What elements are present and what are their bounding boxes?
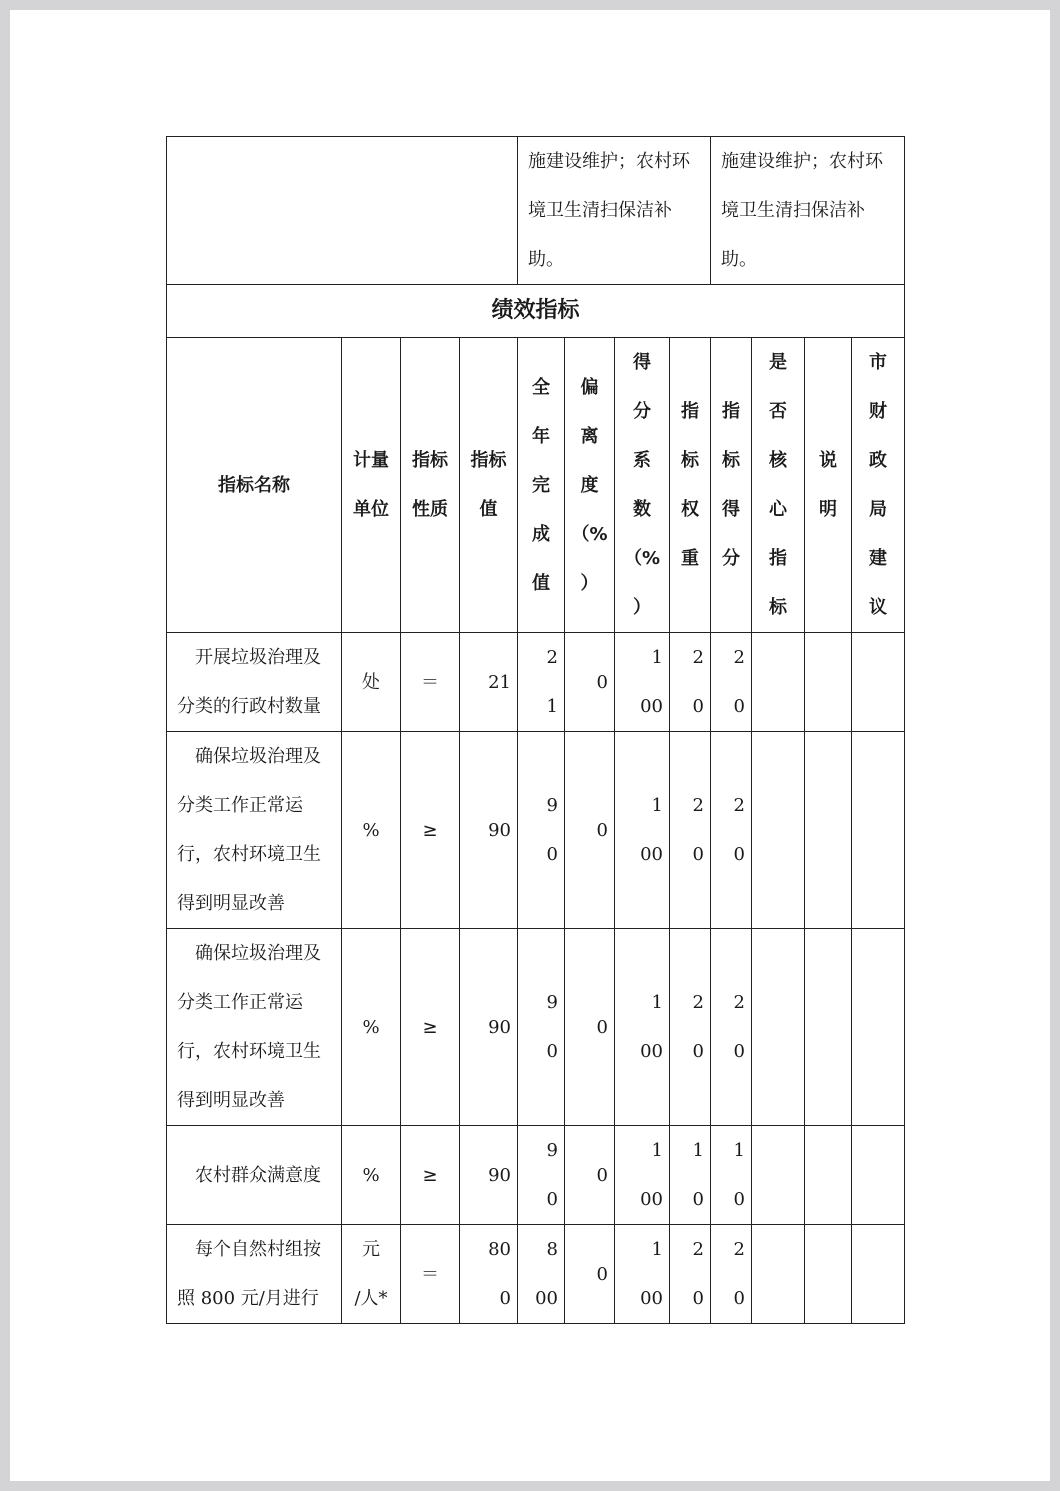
- actual-cell: 9 0: [518, 1126, 565, 1225]
- core-cell: [752, 732, 805, 929]
- table-row: [167, 1225, 905, 1324]
- advice-cell: [852, 633, 905, 732]
- header-name: 指标名称: [167, 338, 342, 633]
- note-cell: [805, 1225, 852, 1324]
- header-weight: 指 标 权 重: [670, 338, 711, 633]
- unit-cell: %: [342, 929, 401, 1126]
- table-row: [167, 1126, 905, 1225]
- deviation-cell: 0: [565, 929, 615, 1126]
- deviation-cell: 0: [565, 1126, 615, 1225]
- top-row-text-b: 施建设维护；农村环境卫生清扫保洁补助。: [711, 137, 905, 285]
- unit-cell: 元 /人*: [342, 1225, 401, 1324]
- value-cell: 21: [460, 633, 518, 732]
- score-cell: 2 0: [711, 633, 752, 732]
- weight-cell: 2 0: [670, 732, 711, 929]
- header-actual: 全 年 完 成 值: [518, 338, 565, 633]
- indicator-name: 确保垃圾治理及分类工作正常运行，农村环境卫生得到明显改善: [167, 732, 342, 929]
- deviation-cell: 0: [565, 732, 615, 929]
- header-unit: 计量 单位: [342, 338, 401, 633]
- document-page: [10, 10, 1050, 1481]
- coef-cell: 1 00: [615, 633, 670, 732]
- header-row: [167, 338, 905, 633]
- top-row: [167, 137, 905, 285]
- score-cell: 2 0: [711, 732, 752, 929]
- value-cell: 90: [460, 929, 518, 1126]
- advice-cell: [852, 1225, 905, 1324]
- score-cell: 1 0: [711, 1126, 752, 1225]
- unit-cell: 处: [342, 633, 401, 732]
- coef-cell: 1 00: [615, 1225, 670, 1324]
- table-row: [167, 732, 905, 929]
- nature-cell: ＝: [401, 633, 460, 732]
- value-cell: 80 0: [460, 1225, 518, 1324]
- header-core: 是 否 核 心 指 标: [752, 338, 805, 633]
- core-cell: [752, 1126, 805, 1225]
- performance-table: [166, 136, 905, 1324]
- advice-cell: [852, 929, 905, 1126]
- header-score: 指 标 得 分: [711, 338, 752, 633]
- note-cell: [805, 929, 852, 1126]
- note-cell: [805, 1126, 852, 1225]
- header-advice: 市 财 政 局 建 议: [852, 338, 905, 633]
- coef-cell: 1 00: [615, 1126, 670, 1225]
- header-nature: 指标 性质: [401, 338, 460, 633]
- weight-cell: 2 0: [670, 1225, 711, 1324]
- header-note: 说 明: [805, 338, 852, 633]
- indicator-name: 每个自然村组按照 800 元/月进行: [167, 1225, 342, 1324]
- header-deviation: 偏 离 度 （% ）: [565, 338, 615, 633]
- indicator-name: 确保垃圾治理及分类工作正常运行，农村环境卫生得到明显改善: [167, 929, 342, 1126]
- nature-cell: ＝: [401, 1225, 460, 1324]
- coef-cell: 1 00: [615, 929, 670, 1126]
- weight-cell: 2 0: [670, 929, 711, 1126]
- core-cell: [752, 929, 805, 1126]
- note-cell: [805, 633, 852, 732]
- nature-cell: ≥: [401, 732, 460, 929]
- deviation-cell: 0: [565, 1225, 615, 1324]
- unit-cell: %: [342, 1126, 401, 1225]
- indicator-name: 农村群众满意度: [167, 1126, 342, 1225]
- coef-cell: 1 00: [615, 732, 670, 929]
- table-row: [167, 929, 905, 1126]
- actual-cell: 9 0: [518, 732, 565, 929]
- top-row-text-a: 施建设维护；农村环境卫生清扫保洁补助。: [518, 137, 711, 285]
- section-title: 绩效指标: [167, 285, 905, 338]
- core-cell: [752, 633, 805, 732]
- indicator-name: 开展垃圾治理及分类的行政村数量: [167, 633, 342, 732]
- section-title-row: [167, 285, 905, 338]
- actual-cell: 9 0: [518, 929, 565, 1126]
- score-cell: 2 0: [711, 1225, 752, 1324]
- top-row-blank-cell: [167, 137, 518, 285]
- note-cell: [805, 732, 852, 929]
- score-cell: 2 0: [711, 929, 752, 1126]
- advice-cell: [852, 1126, 905, 1225]
- advice-cell: [852, 732, 905, 929]
- nature-cell: ≥: [401, 1126, 460, 1225]
- actual-cell: 8 00: [518, 1225, 565, 1324]
- header-coef: 得 分 系 数 （% ）: [615, 338, 670, 633]
- core-cell: [752, 1225, 805, 1324]
- unit-cell: %: [342, 732, 401, 929]
- value-cell: 90: [460, 732, 518, 929]
- actual-cell: 2 1: [518, 633, 565, 732]
- header-value: 指标 值: [460, 338, 518, 633]
- value-cell: 90: [460, 1126, 518, 1225]
- deviation-cell: 0: [565, 633, 615, 732]
- nature-cell: ≥: [401, 929, 460, 1126]
- table-row: [167, 633, 905, 732]
- weight-cell: 1 0: [670, 1126, 711, 1225]
- weight-cell: 2 0: [670, 633, 711, 732]
